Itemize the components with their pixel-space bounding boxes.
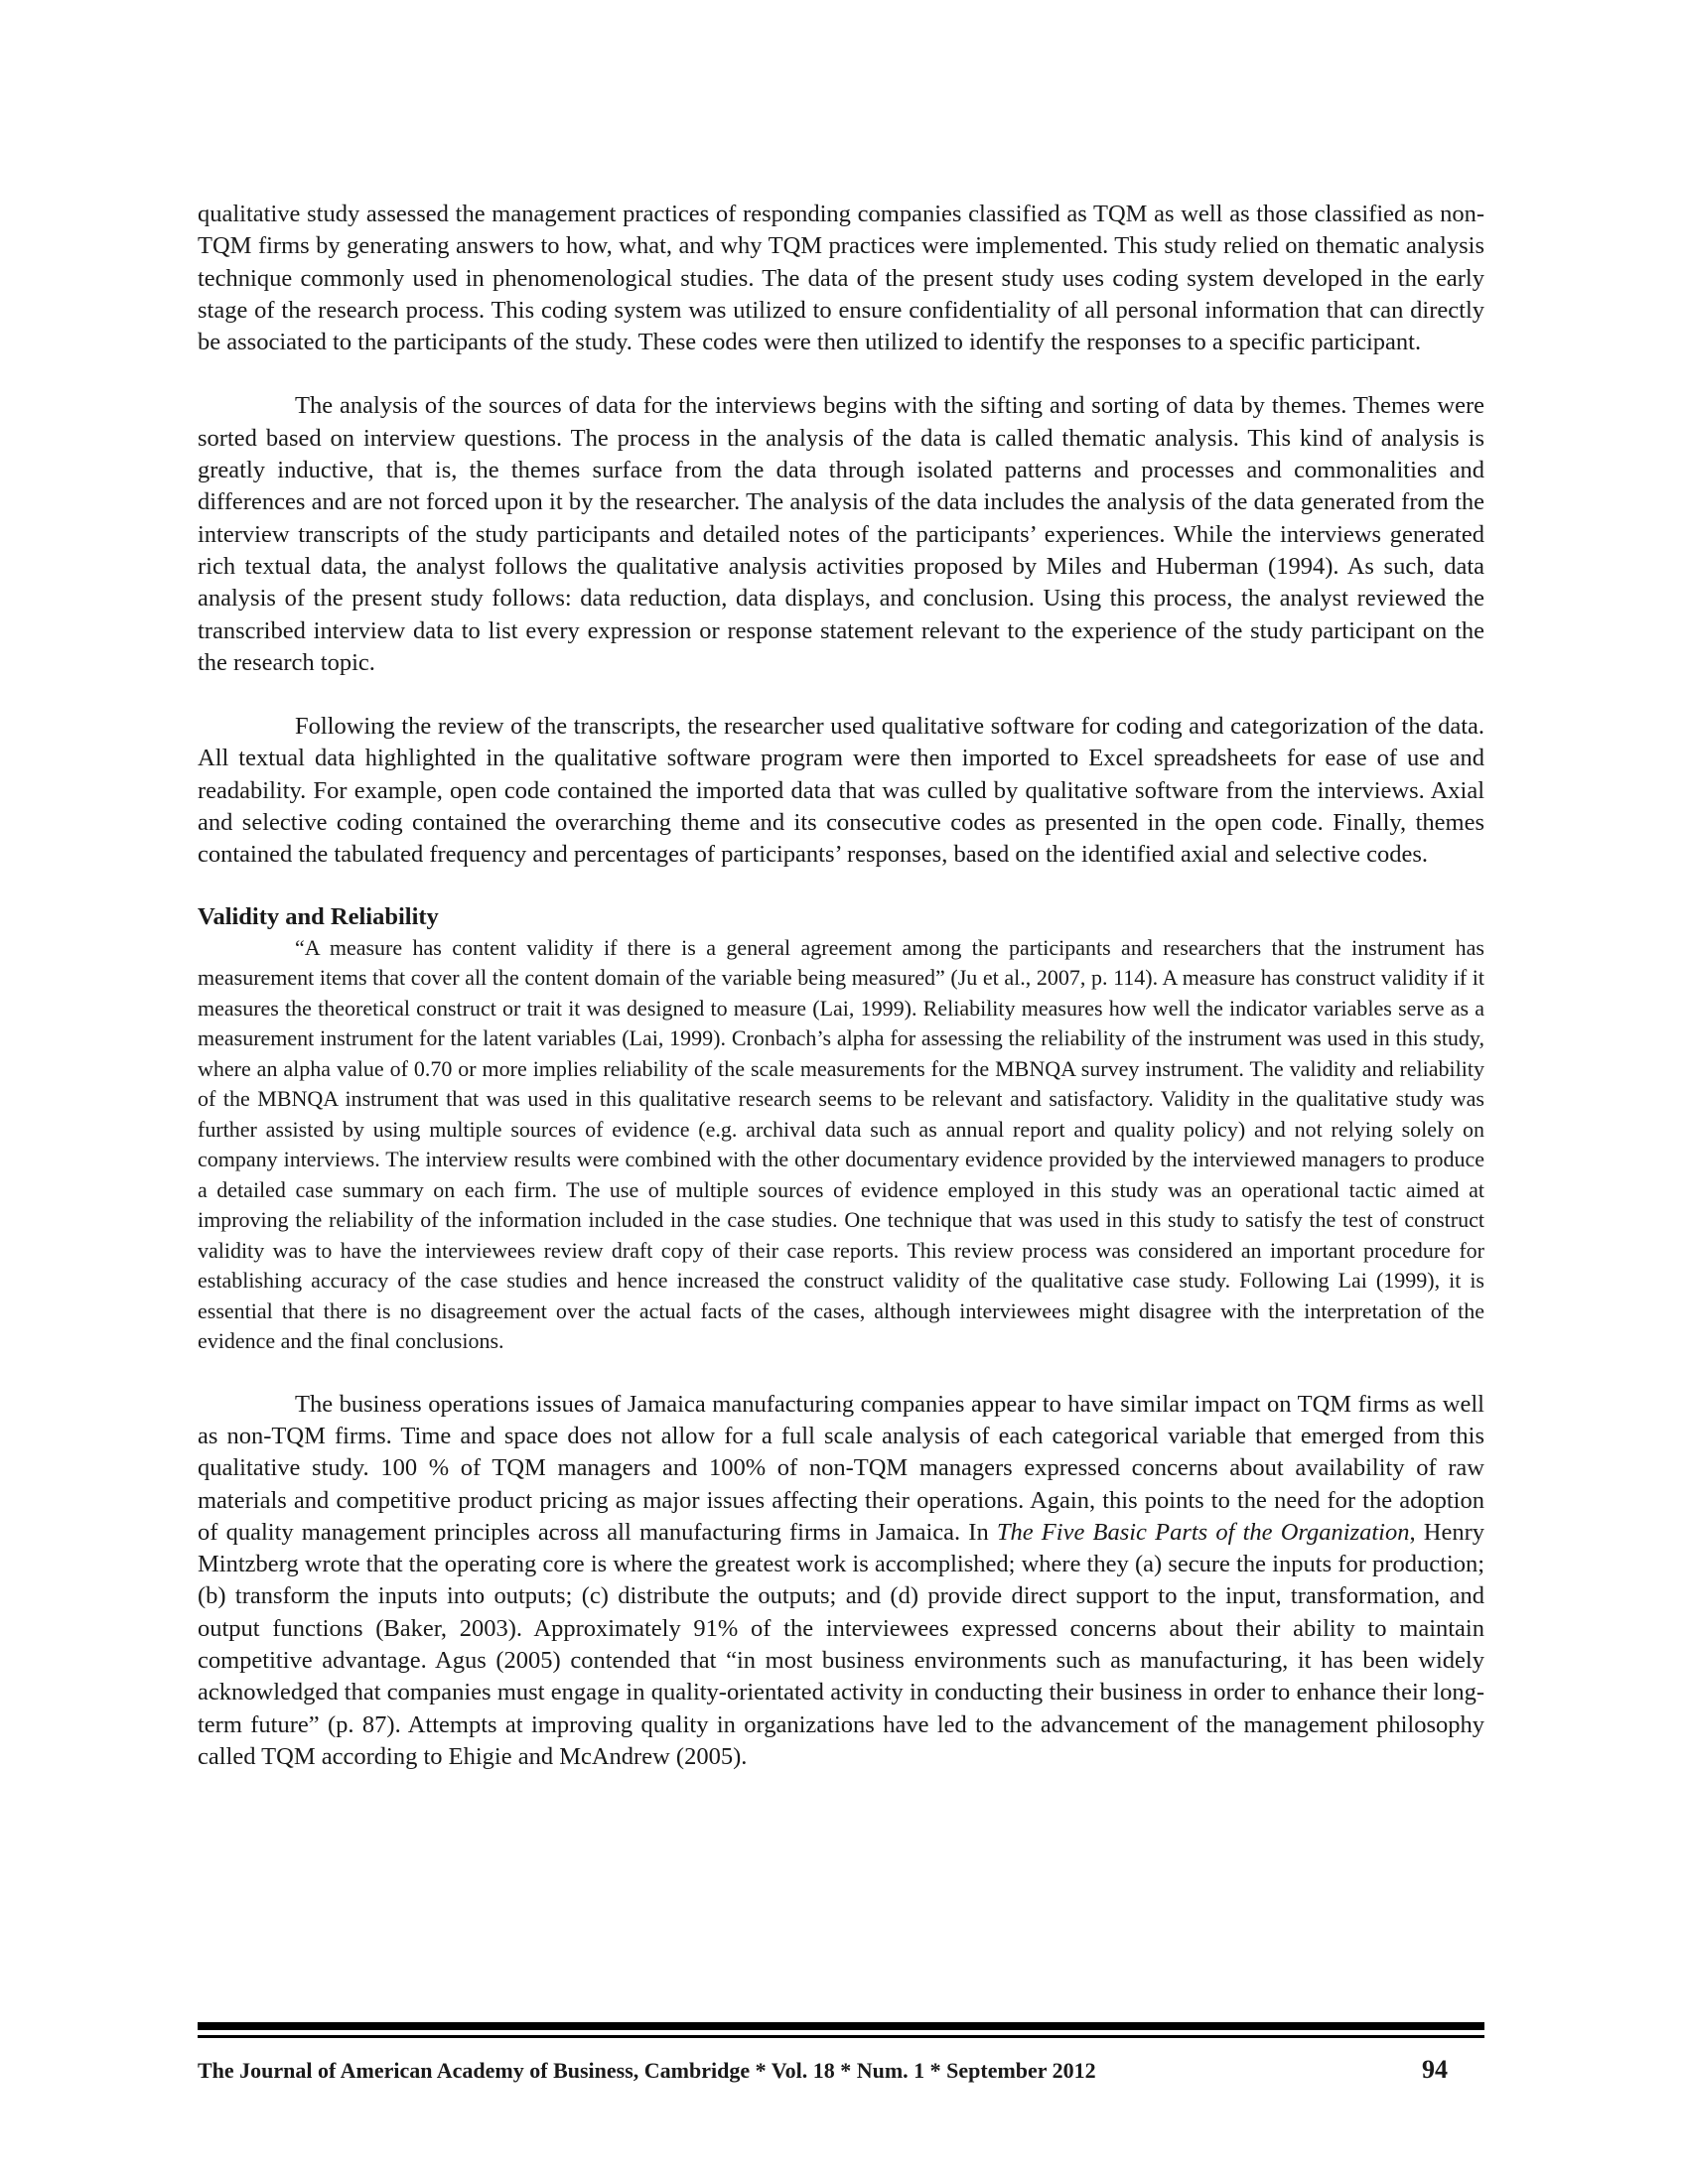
paragraph-text-segment: The business operations issues of Jamaica manufacturing companies appear to have similar impact on TQM firms as well as non-TQM firms. Time and space does not allow for a full scale analysis of each categorical variable that emerged from this qualitative study. 100 % of TQM managers and 100% of non-TQM managers expressed concerns about availability of raw materials and competitive product pricing as major issues affecting their operations. Again, this points to the need for the adoption of quality management principles across all manufacturing firms in Jamaica. In [198,1390,1484,1546]
paragraph-thematic-analysis: The analysis of the sources of data for the interviews begins with the sifting and sorting of data by themes. Themes were sorted based on interview questions. The process in the analysis of the data is called thematic analysis. This kind of analysis is greatly inductive, that is, the themes surface from the data through isolated patterns and processes and commonalities and differences and are not forced upon it by the researcher. The analysis of the data includes the analysis of the data generated from the interview transcripts of the study participants and detailed notes of the participants’ experiences. While the interviews generated rich textual data, the analyst follows the qualitative analysis activities proposed by Miles and Huberman (1994). As such, data analysis of the present study follows: data reduction, data displays, and conclusion. Using this process, the analyst reviewed the transcribed interview data to list every expression or response statement relevant to the experience of the study participant on the the research topic. [198,392,1484,676]
paragraph-validity-reliability: “A measure has content validity if there is a general agreement among the participants and researchers that the instrument has measurement items that cover all the content domain of the variable being measured” (Ju et al., 2007, p. 114). A measure has construct validity if it measures the theoretical construct or trait it was designed to measure (Lai, 1999). Reliability measures how well the indicator variables serve as a measurement instrument for the latent variables (Lai, 1999). Cronbach’s alpha for assessing the reliability of the instrument was used in this study, where an alpha value of 0.70 or more implies reliability of the scale measurements for the MBNQA survey instrument. The validity and reliability of the MBNQA instrument that was used in this qualitative research seems to be relevant and satisfactory. Validity in the qualitative study was further assisted by using multiple sources of evidence (e.g. archival data such as annual report and quality policy) and not relying solely on company interviews. The interview results were combined with the other documentary evidence provided by the interviewed managers to produce a detailed case summary on each firm. The use of multiple sources of evidence employed in this study was an operational tactic aimed at improving the reliability of the information included in the case studies. One technique that was used in this study to satisfy the test of construct validity was to have the interviewees review draft copy of their case reports. This review process was considered an important procedure for establishing accuracy of the case studies and hence increased the construct validity of the qualitative case study. Following Lai (1999), it is essential that there is no disagreement over the actual facts of the cases, although interviewees might disagree with the interpretation of the evidence and the final conclusions. [198,934,1484,1354]
footer-rule-thin [198,2035,1484,2038]
paragraph-text-segment: , Henry Mintzberg wrote that the operating core is where the greatest work is accomplished; where they (a) secure the inputs for production; (b) transform the inputs into outputs; (c) distribute the outputs; and (d) provide direct support to the input, transformation, and output functions (Baker, 2003). Approximately 91% of the interviewees expressed concerns about their ability to maintain competitive advantage. Agus (2005) contended that “in most business environments such as manufacturing, it has been widely acknowledged that companies must engage in quality-orientated activity in conducting their business in order to enhance their long-term future” (p. 87). Attempts at improving quality in organizations have led to the advancement of the management philosophy called TQM according to Ehigie and McAndrew (2005). [198,1518,1484,1770]
body-text [198,199,1484,1773]
paragraph-thematic-coding: qualitative study assessed the management practices of responding companies classified as TQM as well as those classified as non-TQM firms by generating answers to how, what, and why TQM practices were implemented. This study relied on thematic analysis technique commonly used in phenomenological studies. The data of the present study uses coding system developed in the early stage of the research process. This coding system was utilized to ensure confidentiality of all personal information that can directly be associated to the participants of the study. These codes were then utilized to identify the responses to a specific participant. [198,201,1484,356]
paragraph-software-coding: Following the review of the transcripts, the researcher used qualitative software for coding and categorization of the data. All textual data highlighted in the qualitative software program were then imported to Excel spreadsheets for ease of use and readability. For example, open code contained the imported data that was culled by qualitative software from the interviews. Axial and selective coding contained the overarching theme and its consecutive codes as presented in the open code. Finally, themes contained the tabulated frequency and percentages of participants’ responses, based on the identified axial and selective codes. [198,713,1484,869]
paragraph-business-operations [198,1389,1484,1774]
footer-rule-thick [198,2022,1484,2030]
book-title-italic: The Five Basic Parts of the Organization [996,1518,1410,1546]
page-number: 94 [1422,2055,1448,2084]
section-heading-validity: Validity and Reliability [198,902,439,930]
footer-journal-citation: The Journal of American Academy of Business, Cambridge * Vol. 18 * Num. 1 * September 2012 [198,2058,1096,2083]
